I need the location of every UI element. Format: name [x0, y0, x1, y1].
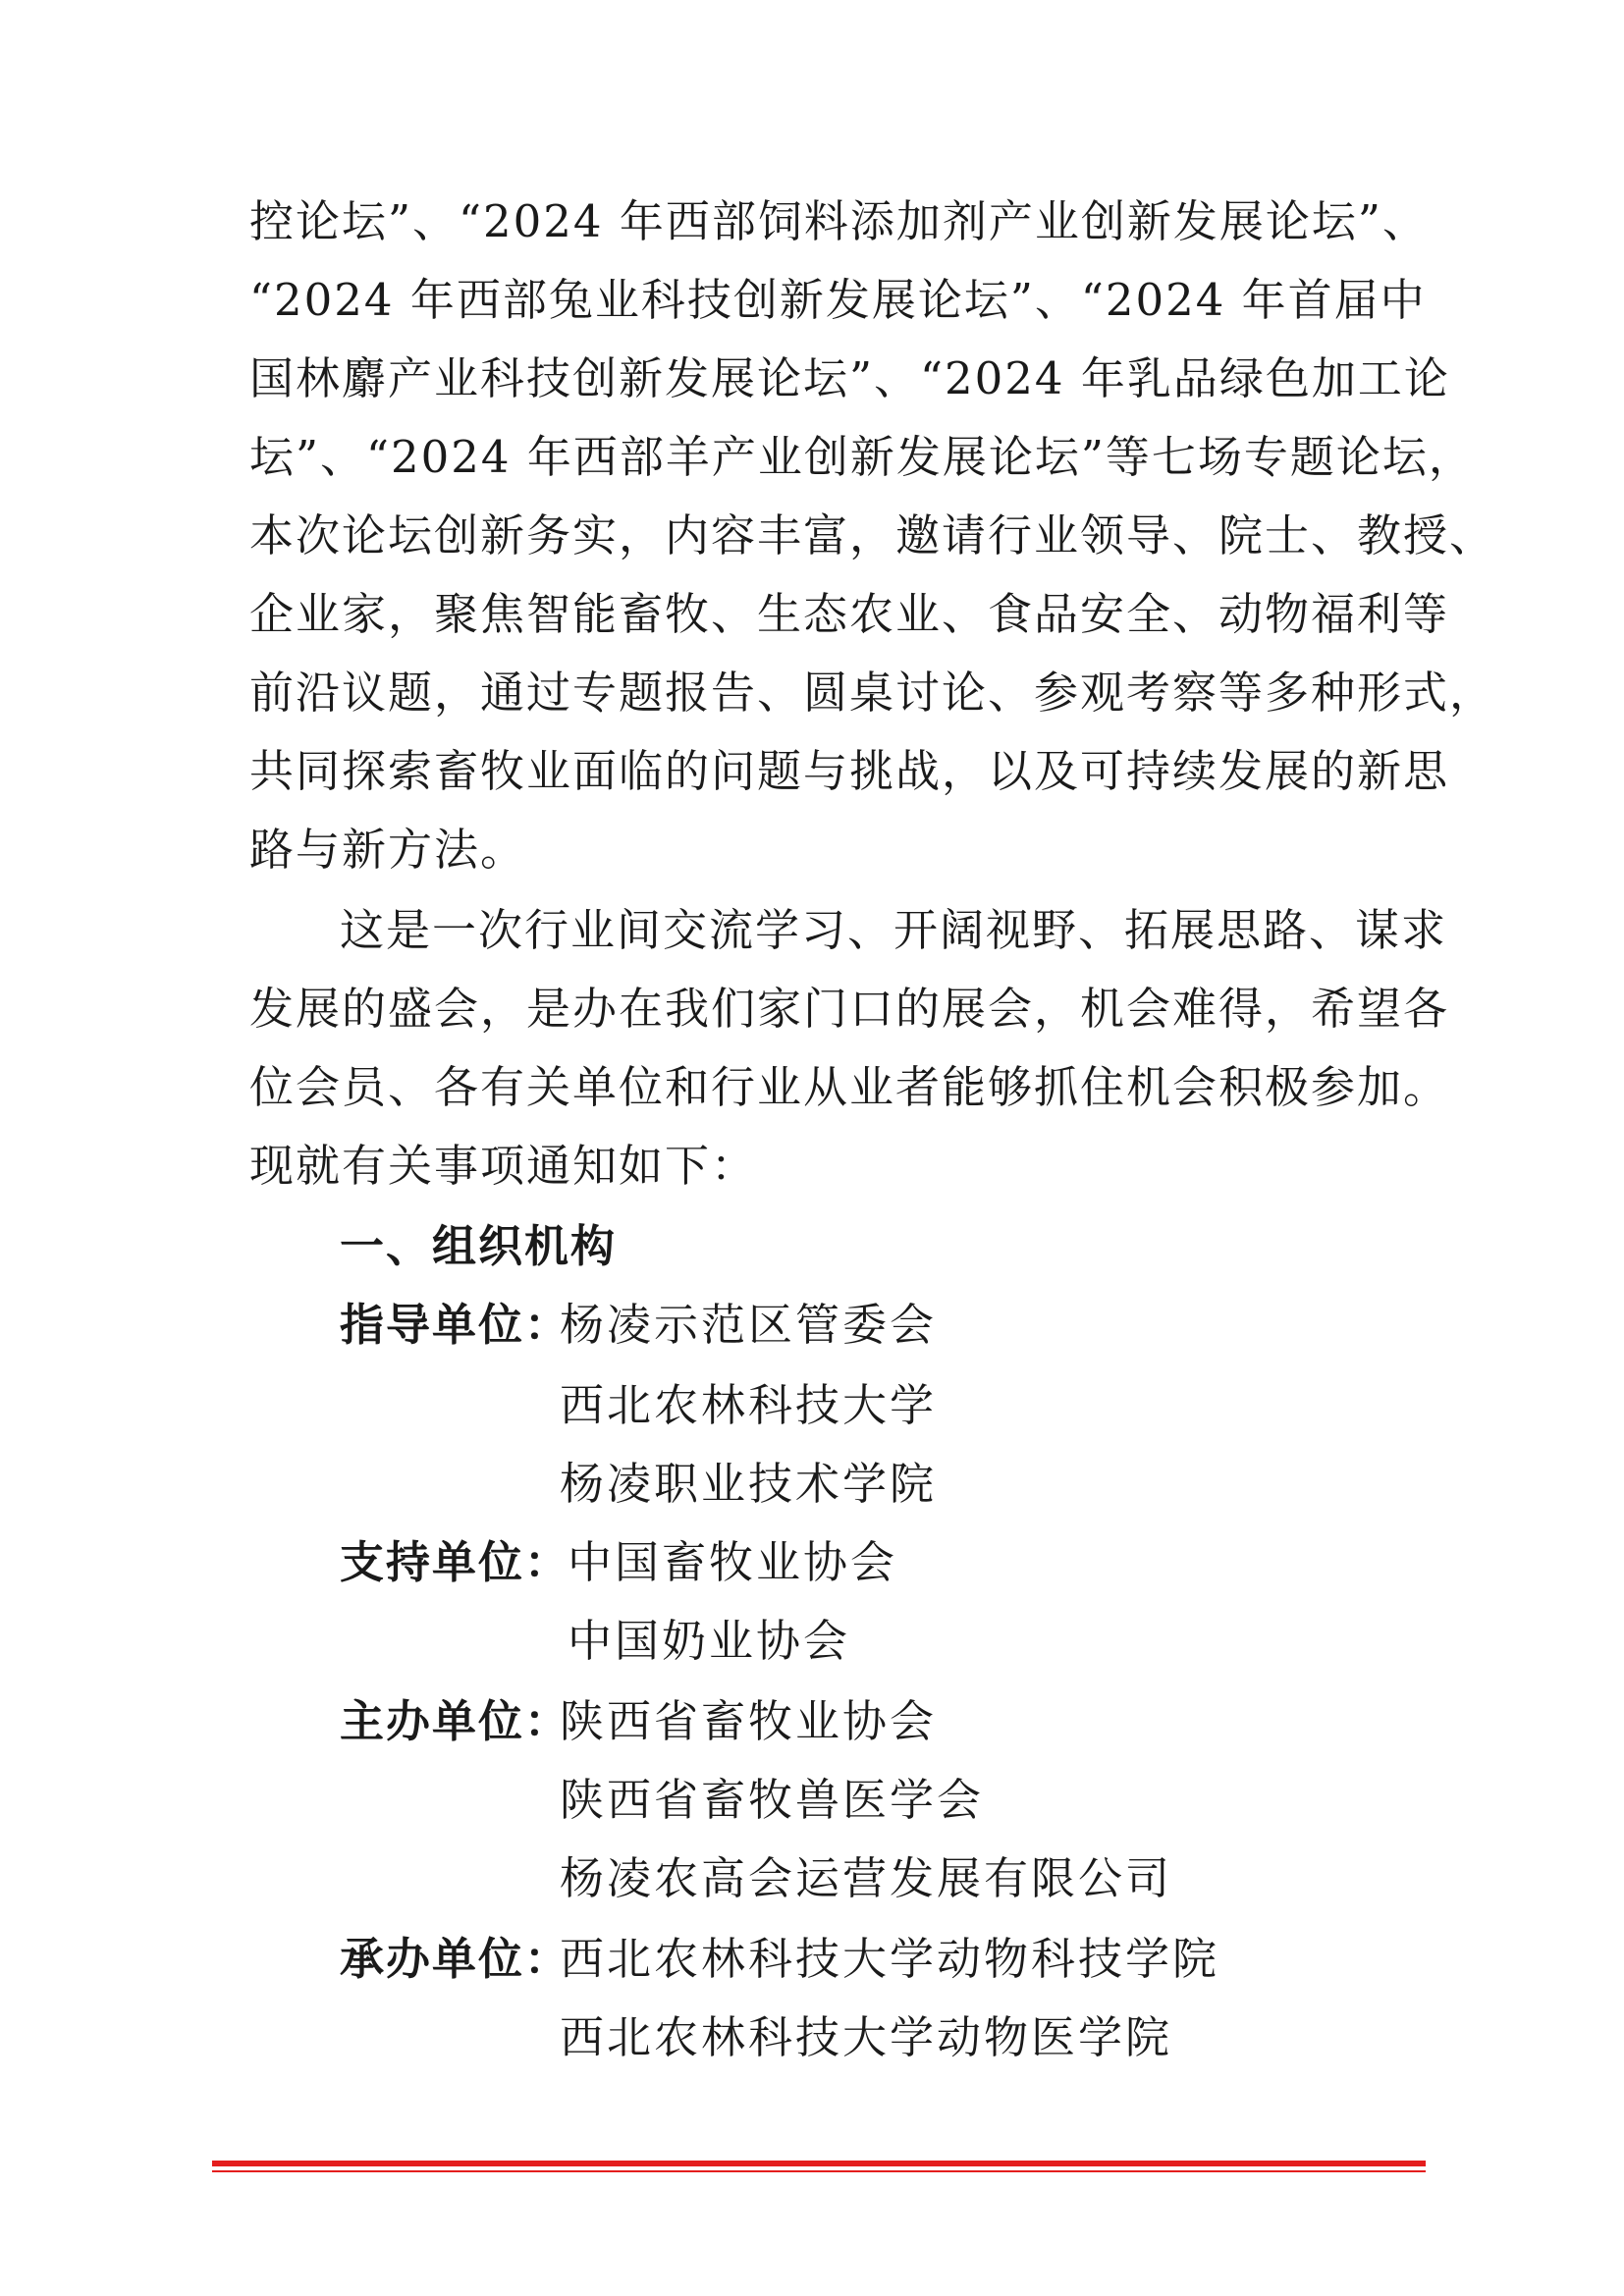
- paragraph-1-line-7: 前沿议题，通过专题报告、圆桌讨论、参观考察等多种形式，: [249, 667, 1496, 719]
- support-units-label: 支持单位：: [340, 1536, 571, 1588]
- organizer-units-label: 承办单位：: [340, 1933, 571, 1985]
- host-units-label: 主办单位：: [340, 1695, 571, 1747]
- paragraph-1-line-4: 坛”、“2024 年西部羊产业创新发展论坛”等七场专题论坛，: [249, 431, 1475, 483]
- paragraph-1-line-6: 企业家，聚焦智能畜牧、生态农业、食品安全、动物福利等: [249, 588, 1450, 640]
- host-unit: 陕西省畜牧兽医学会: [560, 1774, 985, 1826]
- footer-rule-thin: [212, 2170, 1426, 2172]
- guiding-units-label: 指导单位：: [340, 1299, 571, 1351]
- paragraph-2-line-2: 发展的盛会，是办在我们家门口的展会，机会难得，希望各: [249, 983, 1450, 1035]
- paragraph-2-line-1: 这是一次行业间交流学习、开阔视野、拓展思路、谋求: [340, 904, 1448, 956]
- support-unit: 中国畜牧业协会: [568, 1536, 898, 1588]
- paragraph-2-line-4: 现就有关事项通知如下：: [249, 1140, 758, 1192]
- paragraph-1-line-2: “2024 年西部兔业科技创新发展论坛”、“2024 年首届中: [249, 274, 1427, 326]
- paragraph-1-line-3: 国林麝产业科技创新发展论坛”、“2024 年乳品绿色加工论: [249, 352, 1450, 404]
- section-heading: 一、组织机构: [340, 1220, 618, 1272]
- footer-rule-thick: [212, 2161, 1426, 2166]
- guiding-unit: 杨凌示范区管委会: [560, 1299, 938, 1351]
- host-unit: 杨凌农高会运营发展有限公司: [560, 1852, 1173, 1904]
- paragraph-1-line-1: 控论坛”、“2024 年西部饲料添加剂产业创新发展论坛”、: [249, 195, 1429, 247]
- host-unit: 陕西省畜牧业协会: [560, 1695, 938, 1747]
- guiding-unit: 西北农林科技大学: [560, 1379, 938, 1431]
- organizer-unit: 西北农林科技大学动物科技学院: [560, 1933, 1220, 1985]
- paragraph-1-line-9: 路与新方法。: [249, 824, 527, 876]
- paragraph-2-line-3: 位会员、各有关单位和行业从业者能够抓住机会积极参加。: [249, 1061, 1450, 1113]
- paragraph-1-line-5: 本次论坛创新务实，内容丰富，邀请行业领导、院士、教授、: [249, 509, 1496, 561]
- organizer-unit: 西北农林科技大学动物医学院: [560, 2011, 1173, 2063]
- support-unit: 中国奶业协会: [568, 1615, 851, 1667]
- guiding-unit: 杨凌职业技术学院: [560, 1458, 938, 1510]
- paragraph-1-line-8: 共同探索畜牧业面临的问题与挑战，以及可持续发展的新思: [249, 745, 1450, 797]
